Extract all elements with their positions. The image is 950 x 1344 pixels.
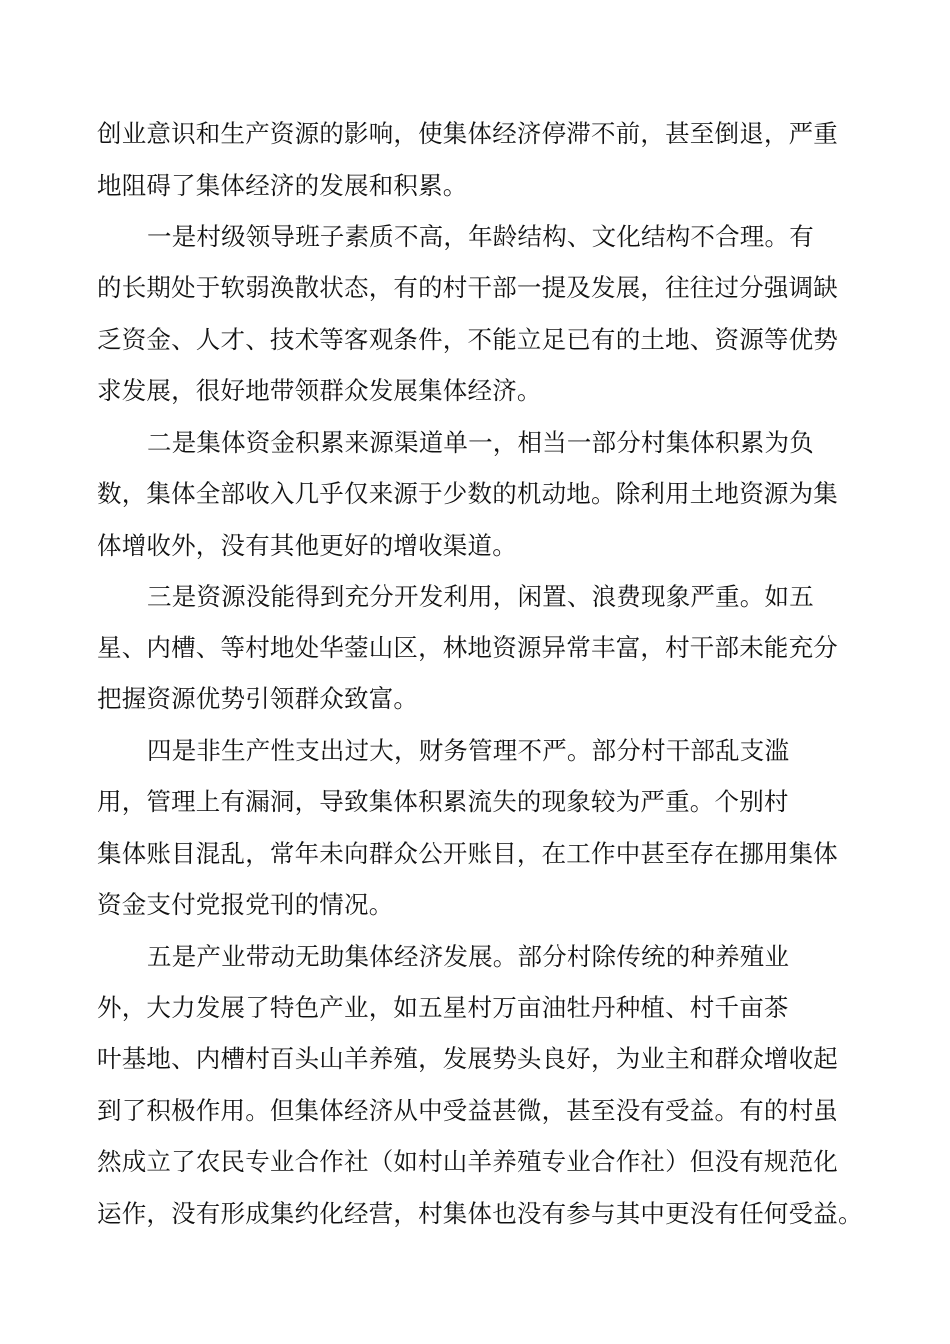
text-line: 用，管理上有漏洞，导致集体积累流失的现象较为严重。个别村 <box>97 787 789 816</box>
text-line: 星、内槽、等村地处华蓥山区，林地资源异常丰富，村干部未能充分 <box>97 633 838 662</box>
text-line: 体增收外，没有其他更好的增收渠道。 <box>97 531 517 560</box>
text-line: 外，大力发展了特色产业，如五星村万亩油牡丹种植、村千亩茶 <box>97 993 789 1022</box>
paragraph-start-line: 三是资源没能得到充分开发利用，闲置、浪费现象严重。如五 <box>147 582 814 611</box>
text-line: 资金支付党报党刊的情况。 <box>97 890 394 919</box>
text-line: 运作，没有形成集约化经营，村集体也没有参与其中更没有任何受益。 <box>97 1199 863 1228</box>
text-line: 求发展，很好地带领群众发展集体经济。 <box>97 376 542 405</box>
text-line: 乏资金、人才、技术等客观条件，不能立足已有的土地、资源等优势 <box>97 325 838 354</box>
text-line: 到了积极作用。但集体经济从中受益甚微，甚至没有受益。有的村虽 <box>97 1096 838 1125</box>
text-line: 然成立了农民专业合作社（如村山羊养殖专业合作社）但没有规范化 <box>97 1147 838 1176</box>
text-line: 把握资源优势引领群众致富。 <box>97 684 419 713</box>
text-line: 创业意识和生产资源的影响，使集体经济停滞不前，甚至倒退，严重 <box>97 119 838 148</box>
text-line: 地阻碍了集体经济的发展和积累。 <box>97 171 468 200</box>
text-line: 集体账目混乱，常年未向群众公开账目，在工作中甚至存在挪用集体 <box>97 839 838 868</box>
paragraph-start-line: 二是集体资金积累来源渠道单一，相当一部分村集体积累为负 <box>147 428 814 457</box>
paragraph-start-line: 五是产业带动无助集体经济发展。部分村除传统的种养殖业 <box>147 942 790 971</box>
paragraph-start-line: 一是村级领导班子素质不高，年龄结构、文化结构不合理。有 <box>147 222 814 251</box>
text-line: 数，集体全部收入几乎仅来源于少数的机动地。除利用土地资源为集 <box>97 479 838 508</box>
text-line: 的长期处于软弱涣散状态，有的村干部一提及发展，往往过分强调缺 <box>97 273 838 302</box>
text-line: 叶基地、内槽村百头山羊养殖，发展势头良好，为业主和群众增收起 <box>97 1044 838 1073</box>
paragraph-start-line: 四是非生产性支出过大，财务管理不严。部分村干部乱支滥 <box>147 736 790 765</box>
